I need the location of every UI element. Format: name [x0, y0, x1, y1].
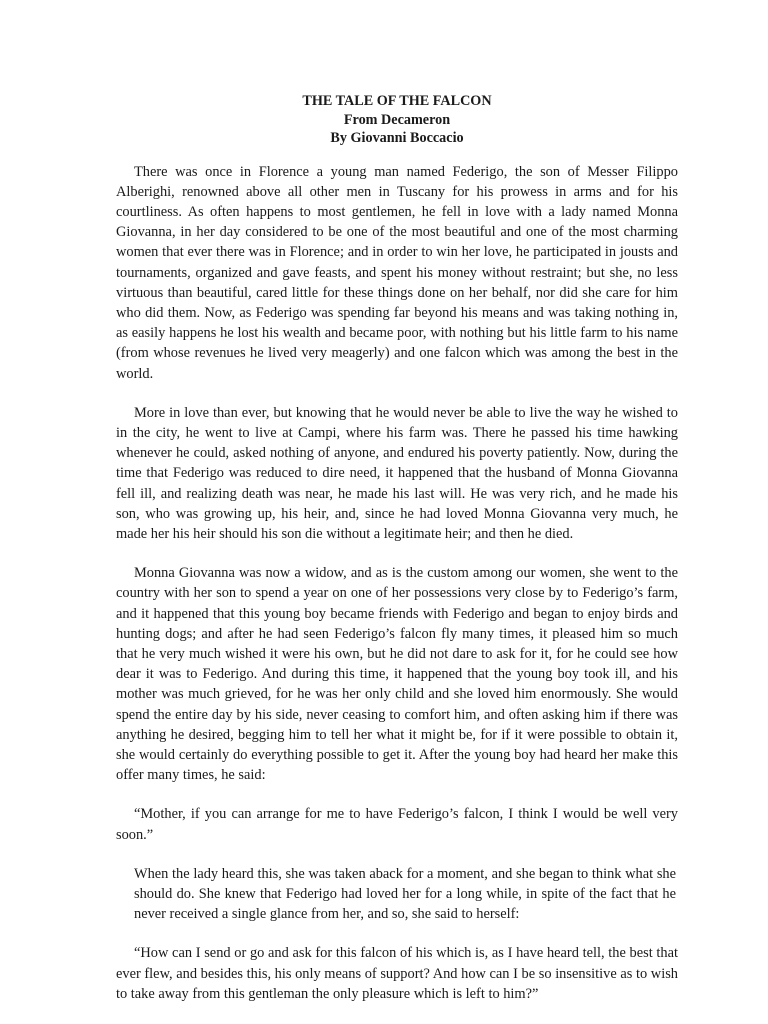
quote-boy: “Mother, if you can arrange for me to have Federigo’s falcon, I think I would be well very soon.”: [116, 806, 678, 843]
paragraph-3: Monna Giovanna was now a widow, and as is the custom among our women, she went to the country with her son to spend a year on one of her possessions very close by to Federigo’s farm, and it happened that this young boy became friends with Federigo and began to enjoy birds and hunting dogs; and after he had seen Federigo’s falcon fly many times, it pleased him so much that he very much wished it were his own, but he did not dare to ask for it, for he could see how dear it was to Federigo. And during this time, it happened that the young boy took ill, and his mother was much grieved, for he was her only child and she loved him enormously. She would spend the entire day by his side, never ceasing to comfort him, and often asking him if there was anything he desired, begging him to tell her what it might be, for if it were possible to obtain it, she would certainly do everything possible to get it. After the young boy had heard her make this offer many times, he said:: [116, 565, 678, 784]
paragraph-2: More in love than ever, but knowing that he would never be able to live the way he wished to in the city, he went to live at Campi, where his farm was. There he passed his time hawking whenever he could, asked nothing of anyone, and endured his poverty patiently. Now, during the time that Federigo was reduced to dire need, it happened that the husband of Monna Giovanna fell ill, and realizing death was near, he made his last will. He was very rich, and he made his son, who was growing up, his heir, and, since he had loved Monna Giovanna very much, he made her his heir should his son die without a legitimate heir; and then he died.: [116, 404, 678, 542]
paragraph-lady: When the lady heard this, she was taken aback for a moment, and she began to think what she should do. She knew that Federigo had loved her for a long while, in spite of the fact that he never received a single glance from her, and so, she said to herself:: [134, 865, 676, 923]
paragraph-1: There was once in Florence a young man named Federigo, the son of Messer Filippo Alberighi, renowned above all other men in Tuscany for his prowess in arms and for his courtliness. As often happens to most gentlemen, he fell in love with a lady named Monna Giovanna, in her day considered to be one of the most beautiful and one of the most charming women that ever there was in Florence; and in order to win her love, he participated in jousts and tournaments, organized and gave feasts, and spent his money without restraint; but she, no less virtuous than beautiful, cared little for these things done on her behalf, nor did she care for him who did them. Now, as Federigo was spending far beyond his means and was taking nothing in, as easily happens he lost his wealth and became poor, with nothing but his little farm to his name (from whose revenues he lived very meagerly) and one falcon which was among the best in the world.: [116, 163, 678, 382]
document-author: By Giovanni Boccacio: [330, 130, 464, 146]
document-heading: [116, 92, 678, 148]
document-page: [116, 92, 678, 1023]
document-title: THE TALE OF THE FALCON: [302, 93, 492, 109]
document-subtitle: From Decameron: [343, 111, 451, 128]
quote-lady: “How can I send or go and ask for this falcon of his which is, as I have heard tell, the best that ever flew, and besides this, his only means of support? And how can I be so insensitive as to wish to take away from this gentleman the only pleasure which is left to him?”: [116, 945, 678, 1002]
